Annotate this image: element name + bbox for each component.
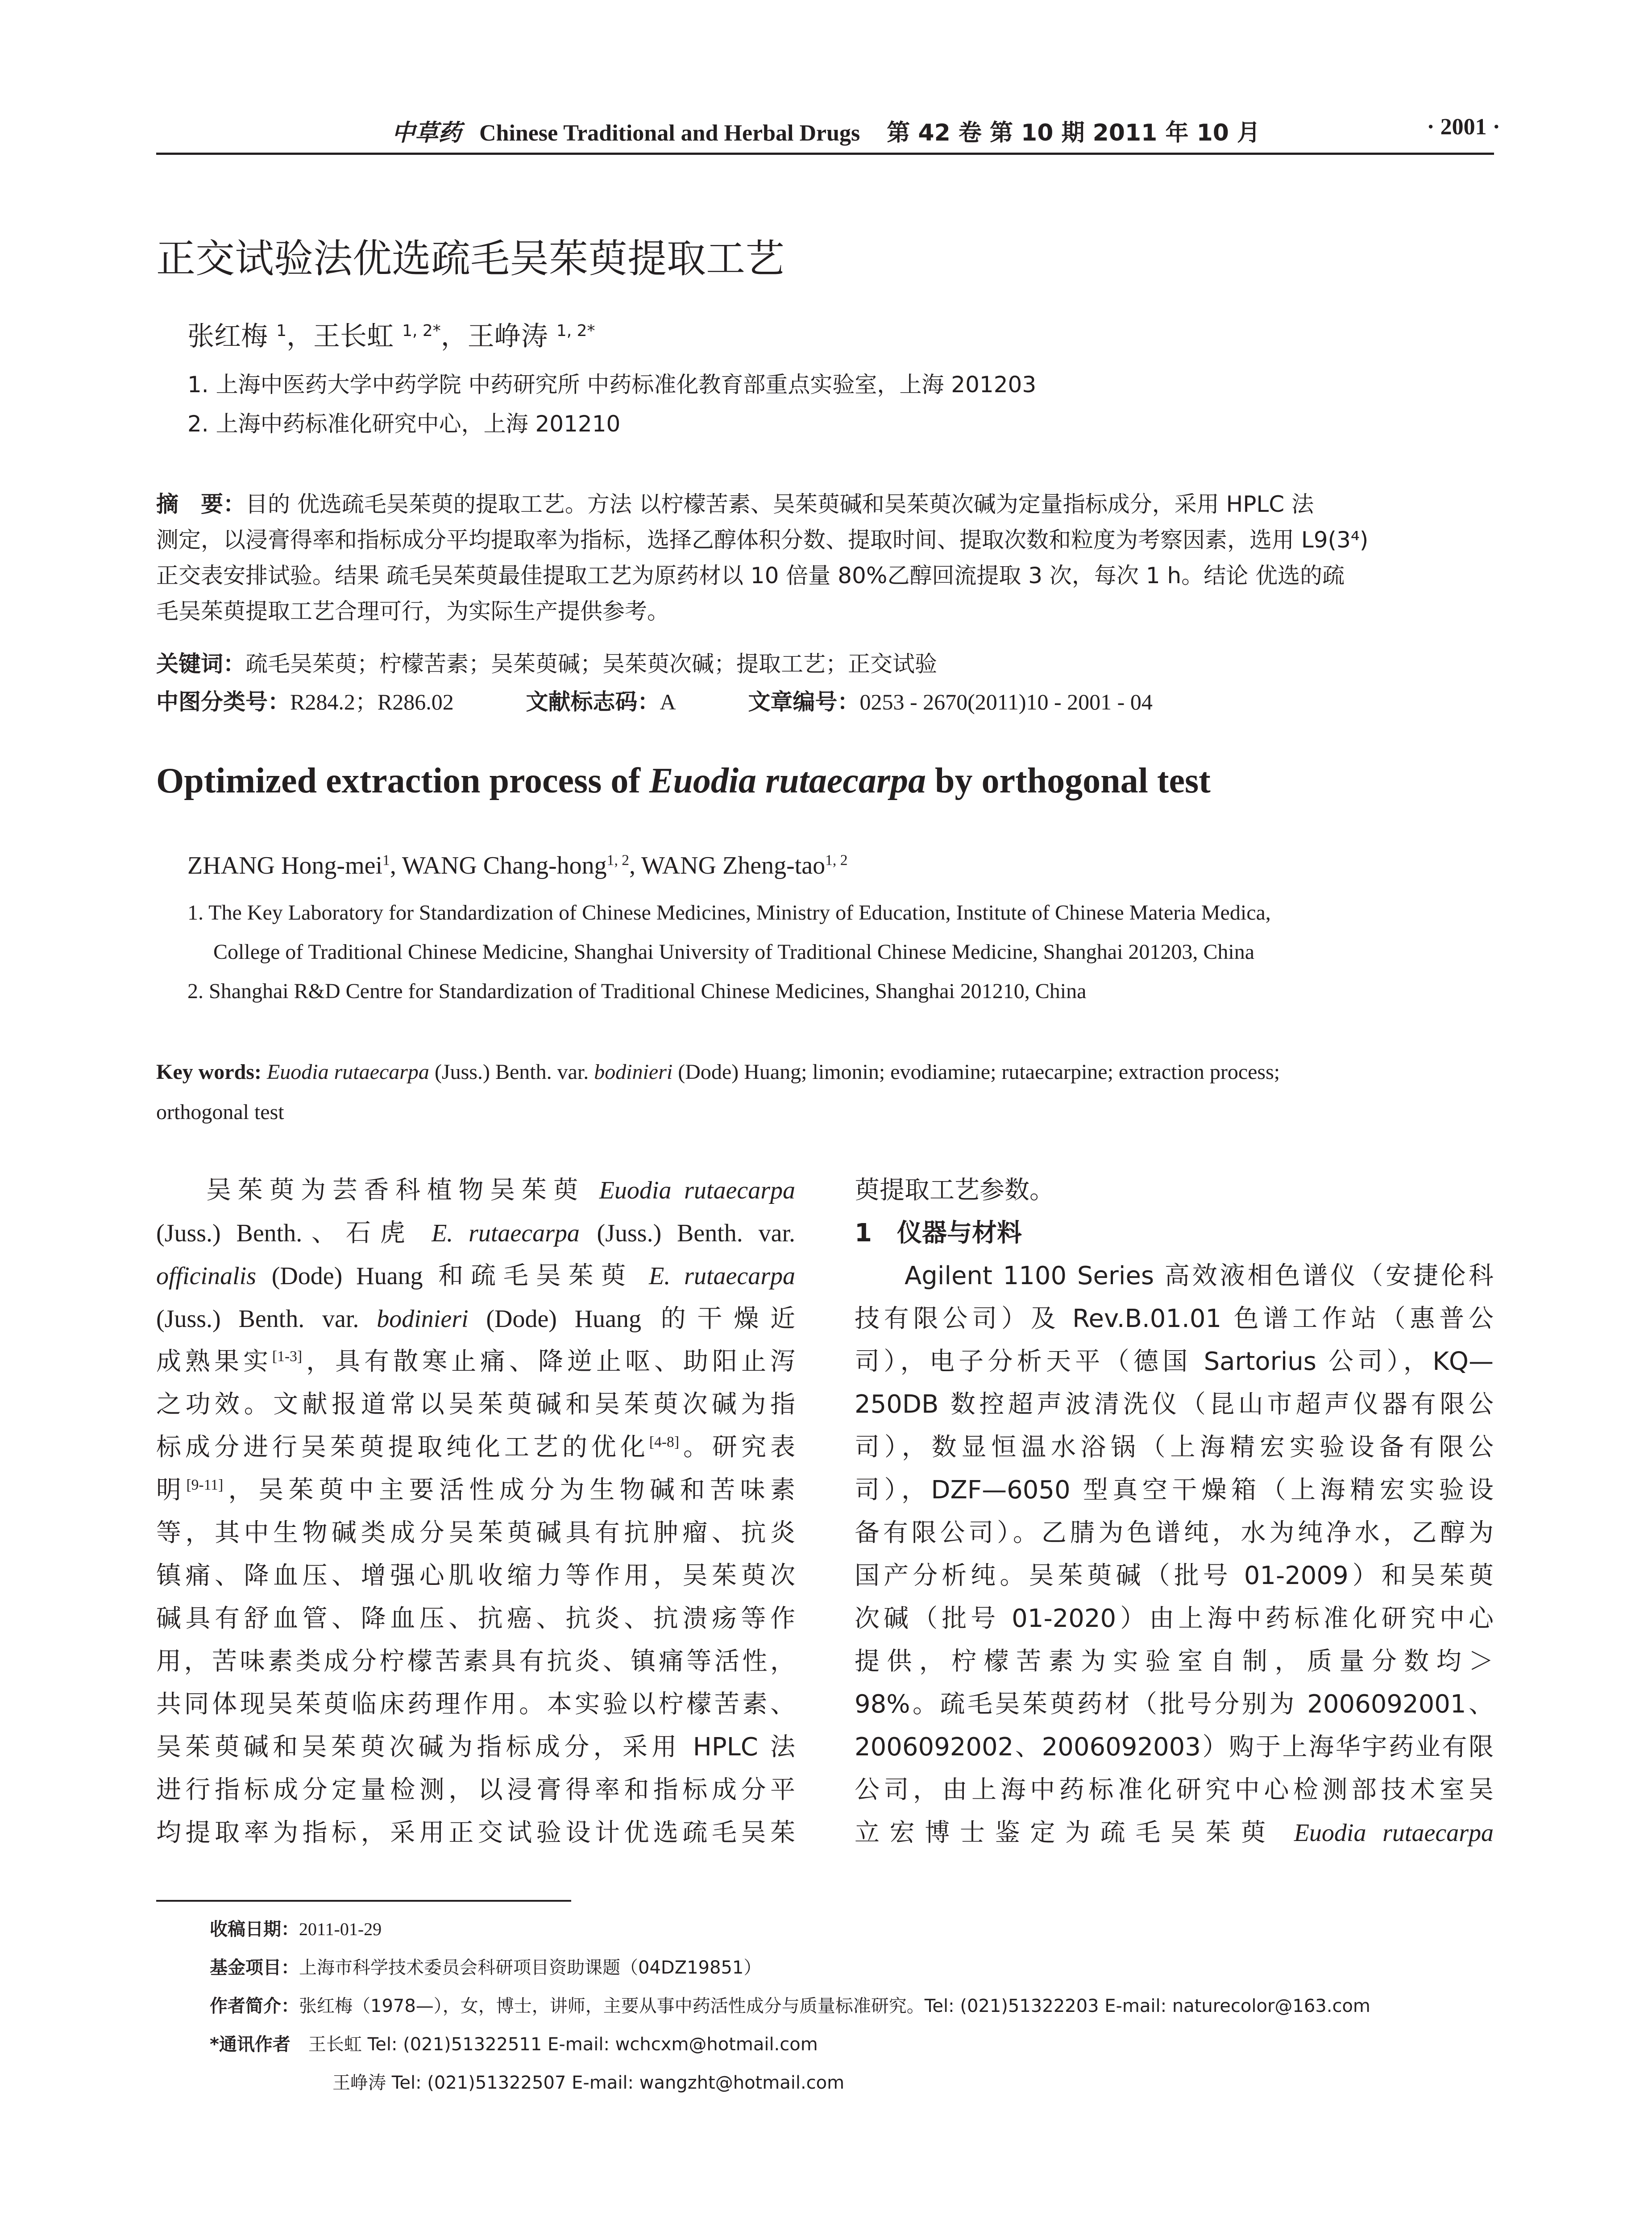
body-line: (Juss.) Benth.、石虎 E. rutaecarpa (Juss.) Benth. var. [156, 1219, 796, 1248]
species-name: Euodia rutaecarpa [649, 761, 926, 800]
body-line: 2006092002、2006092003）购于上海华宇药业有限 [855, 1733, 1494, 1762]
abstract-line: 正交表安排试验。结果 疏毛吴茱萸最佳提取工艺为原药材以 10 倍量 80%乙醇回流提取 3 次，每次 1 h。结论 优选的疏 [156, 563, 1345, 589]
body-left-column [156, 1169, 795, 1854]
body-line: 备有限公司）。乙腈为色谱纯，水为纯净水，乙醇为 [855, 1518, 1494, 1547]
footnote-divider [156, 1900, 571, 1902]
body-line: 提供，柠檬苦素为实验室自制，质量分数均＞ [855, 1647, 1494, 1676]
doc-code-value: A [660, 689, 676, 714]
body-line: 之功效。文献报道常以吴茱萸碱和吴茱萸次碱为指 [156, 1390, 795, 1419]
body-line: 共同体现吴茱萸临床药理作用。本实验以柠檬苦素、 [156, 1690, 795, 1719]
header-divider [156, 153, 1494, 155]
body-line: Agilent 1100 Series 高效液相色谱仪（安捷伦科 [905, 1261, 1494, 1290]
body-line: 等，其中生物碱类成分吴茱萸碱具有抗肿瘤、抗炎 [156, 1518, 795, 1547]
body-line: 公司，由上海中药标准化研究中心检测部技术室吴 [855, 1775, 1494, 1804]
body-line: officinalis (Dode) Huang 和疏毛吴茱萸 E. rutaecarpa [156, 1261, 795, 1290]
keywords-en: Key words: Euodia rutaecarpa (Juss.) Benth. var. bodinieri (Dode) Huang; limonin; evodiamine; rutaecarpine; extraction process; orthogonal test [156, 1060, 1280, 1124]
body-line: 司），DZF—6050 型真空干燥箱（上海精宏实验设 [855, 1476, 1494, 1505]
footnote-corresponding-2: 王峥涛 Tel: (021)51322507 E-mail: wangzht@hotmail.com [332, 2073, 845, 2093]
body-line: 碱具有舒血管、降血压、抗癌、抗炎、抗溃疡等作 [156, 1604, 795, 1633]
body-line: 吴茱萸为芸香科植物吴茱萸 Euodia rutaecarpa [206, 1176, 795, 1205]
body-line: 国产分析纯。吴茱萸碱（批号 01-2009）和吴茱萸 [855, 1561, 1494, 1590]
journal-name-cn: 中草药 [391, 120, 461, 146]
body-right-column [855, 1169, 1494, 1854]
keywords-en-label: Key words: [156, 1060, 261, 1084]
footnote-fund: 基金项目：上海市科学技术委员会科研项目资助课题（04DZ19851） [210, 1957, 762, 1978]
body-line: 司），数显恒温水浴锅（上海精宏实验设备有限公 [855, 1433, 1494, 1462]
body-line: 吴茱萸碱和吴茱萸次碱为指标成分，采用 HPLC 法 [156, 1733, 795, 1762]
body-line: 均提取率为指标，采用正交试验设计优选疏毛吴茱 [156, 1818, 795, 1847]
running-header [0, 0, 1652, 165]
article-number-label: 文章编号： [748, 689, 860, 715]
body-line: 明[9-11]，吴茱萸中主要活性成分为生物碱和苦味素 [156, 1476, 796, 1505]
classification-line [156, 684, 1494, 720]
body-line: 用，苦味素类成分柠檬苦素具有抗炎、镇痛等活性， [156, 1647, 795, 1676]
abstract-line: 测定，以浸膏得率和指标成分平均提取率为指标，选择乙醇体积分数、提取时间、提取次数和粒度为考察因素，选用 L9(3⁴) [156, 527, 1369, 553]
body-line: 标成分进行吴茱萸提取纯化工艺的优化[4-8]。研究表 [156, 1433, 796, 1462]
affiliation-en-1-cont: College of Traditional Chinese Medicine, Shanghai University of Traditional Chinese Medicine, Shanghai 201203, China [213, 940, 1255, 964]
journal-name-en: Chinese Traditional and Herbal Drugs [479, 120, 860, 146]
footnote-author: 作者简介：张红梅（1978—），女，博士，讲师，主要从事中药活性成分与质量标准研究。Tel: (021)51322203 E-mail: naturecolor@163.com [210, 1996, 1370, 2016]
article-number-value: 0253 - 2670(2011)10 - 2001 - 04 [859, 689, 1153, 714]
body-line: 镇痛、降血压、增强心肌收缩力等作用，吴茱萸次 [156, 1561, 795, 1590]
body-line: 萸提取工艺参数。 [855, 1176, 1054, 1205]
abstract-cn [156, 486, 1494, 629]
body-line: 司），电子分析天平（德国 Sartorius 公司），KQ— [855, 1347, 1494, 1376]
page-number: · 2001 · [1427, 114, 1500, 140]
abstract-line: 毛吴茱萸提取工艺合理可行，为实际生产提供参考。 [156, 598, 669, 624]
keywords-label: 关键词： [156, 651, 245, 677]
affiliation-cn-1: 1. 上海中医药大学中药学院 中药研究所 中药标准化教育部重点实验室，上海 201203 [187, 372, 1037, 398]
paper-title-cn: 正交试验法优选疏毛吴茱萸提取工艺 [156, 236, 785, 282]
footnote-corresponding: *通讯作者 王长虹 Tel: (021)51322511 E-mail: wchcxm@hotmail.com [210, 2034, 818, 2055]
authors-cn: 张红梅 $^1$，王长虹 $^{1, 2*}$，王峥涛 $^{1, 2*}$ [187, 321, 595, 352]
abstract-line: 摘 要：目的 优选疏毛吴茱萸的提取工艺。方法 以柠檬苦素、吴茱萸碱和吴茱萸次碱为定量指标成分，采用 HPLC 法 [156, 491, 1314, 517]
issue-info: 第 42 卷 第 10 期 2011 年 10 月 [887, 120, 1261, 146]
affiliation-en-1: 1. The Key Laboratory for Standardization of Chinese Medicines, Ministry of Education, Institute of Chinese Materia Medica, [187, 901, 1271, 925]
body-line: 进行指标成分定量检测，以浸膏得率和指标成分平 [156, 1775, 795, 1804]
clc-label: 中图分类号： [156, 689, 290, 715]
footnote-received: 收稿日期：2011-01-29 [210, 1919, 382, 1940]
body-line: 250DB 数控超声波清洗仪（昆山市超声仪器有限公 [855, 1390, 1494, 1419]
abstract-label: 摘 要： [156, 491, 245, 517]
journal-header [0, 114, 1652, 147]
affiliation-cn-2: 2. 上海中药标准化研究中心，上海 201210 [187, 411, 621, 437]
body-line: (Juss.) Benth. var. bodinieri (Dode) Huang 的干燥近 [156, 1304, 796, 1333]
authors-en: ZHANG Hong-mei$^1$, WANG Chang-hong$^{1, 2}$, WANG Zheng-tao$^{1, 2}$ [187, 852, 848, 879]
keywords-cn [156, 646, 1494, 682]
section-heading: 1 仪器与材料 [855, 1219, 1022, 1248]
body-line: 次碱（批号 01-2020）由上海中药标准化研究中心 [855, 1604, 1494, 1633]
body-line: 立宏博士鉴定为疏毛吴茱萸 Euodia rutaecarpa [855, 1818, 1494, 1847]
keywords-text: 疏毛吴茱萸；柠檬苦素；吴茱萸碱；吴茱萸次碱；提取工艺；正交试验 [245, 651, 937, 677]
body-line: 98%。疏毛吴茱萸药材（批号分别为 2006092001、 [855, 1690, 1494, 1719]
paper-title-en: Optimized extraction process of Euodia rutaecarpa by orthogonal test [156, 761, 1211, 800]
affiliation-en-2: 2. Shanghai R&D Centre for Standardization of Traditional Chinese Medicines, Shanghai 201210, China [187, 979, 1087, 1003]
body-line: 技有限公司）及 Rev.B.01.01 色谱工作站（惠普公 [855, 1304, 1494, 1333]
body-line: 成熟果实[1-3]，具有散寒止痛、降逆止呕、助阳止泻 [156, 1347, 796, 1376]
clc-value: R284.2；R286.02 [290, 689, 454, 714]
doc-code-label: 文献标志码： [526, 689, 660, 715]
